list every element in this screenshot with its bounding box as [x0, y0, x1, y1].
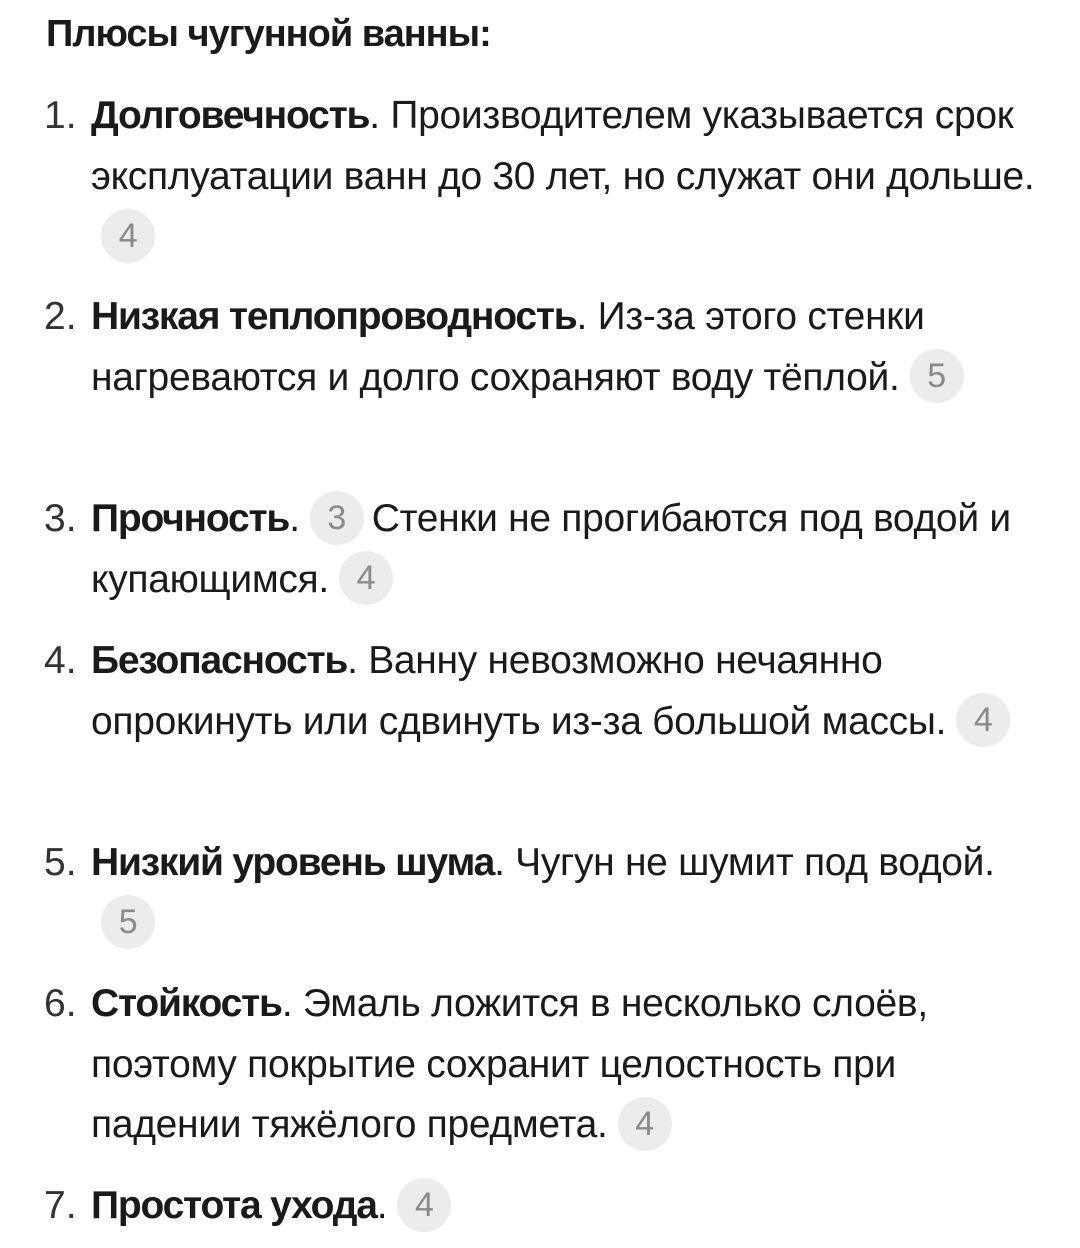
source-ref-badge[interactable]: 4 [397, 1178, 451, 1232]
source-ref-badge[interactable]: 5 [101, 895, 155, 949]
item-term: Простота ухода [91, 1184, 377, 1227]
source-ref-badge[interactable]: 3 [310, 491, 364, 545]
list-item-text [91, 631, 1051, 752]
term-punctuation: . [576, 295, 598, 338]
term-punctuation: . [369, 94, 391, 137]
term-punctuation: . [289, 497, 300, 540]
source-ref-badge[interactable]: 4 [339, 551, 393, 605]
list-number: 1. [44, 94, 77, 137]
list-number: 3. [44, 497, 77, 540]
item-term: Стойкость [91, 982, 282, 1025]
item-term: Долговечность [91, 94, 370, 137]
list-item-text [91, 833, 1051, 954]
item-description: Производителем указывается срок эксплуатации ванн до 30 лет, но служат они дольше. [91, 94, 1035, 198]
item-term: Безопасность [91, 639, 348, 682]
term-punctuation: . [281, 982, 303, 1025]
item-description: Из-за этого стенки нагреваются и долго сохраняют воду тёплой. [91, 295, 925, 399]
list-number: 7. [44, 1184, 77, 1227]
list-item-text [91, 489, 1051, 610]
item-description: Стенки не прогибаются под водой и купающимся. [91, 497, 1011, 601]
item-term: Низкий уровень шума [91, 841, 495, 884]
item-term: Низкая теплопроводность [91, 295, 577, 338]
source-ref-badge[interactable]: 4 [618, 1097, 672, 1151]
list-item-text [91, 86, 1051, 268]
item-description: Ванну невозможно нечаянно опрокинуть или сдвинуть из-за большой массы. [91, 639, 947, 743]
list-number: 5. [44, 841, 77, 884]
list-number: 6. [44, 982, 77, 1025]
item-term: Прочность [91, 497, 290, 540]
list-heading: Плюсы чугунной ванны: [46, 13, 491, 55]
list-item-text [91, 1176, 1051, 1237]
item-description: Эмаль ложится в несколько слоёв, поэтому покрытие сохранит целостность при падении тяжёлого предмета. [91, 982, 928, 1146]
term-punctuation: . [494, 841, 516, 884]
term-punctuation: . [347, 639, 369, 682]
list-item-text [91, 974, 1051, 1156]
list-item-text [91, 287, 1051, 408]
source-ref-badge[interactable]: 4 [956, 693, 1010, 747]
item-description: Чугун не шумит под водой. [515, 841, 995, 884]
list-number: 4. [44, 639, 77, 682]
source-ref-badge[interactable]: 5 [910, 349, 964, 403]
list-number: 2. [44, 295, 77, 338]
source-ref-badge[interactable]: 4 [101, 209, 155, 263]
term-punctuation: . [376, 1184, 388, 1227]
